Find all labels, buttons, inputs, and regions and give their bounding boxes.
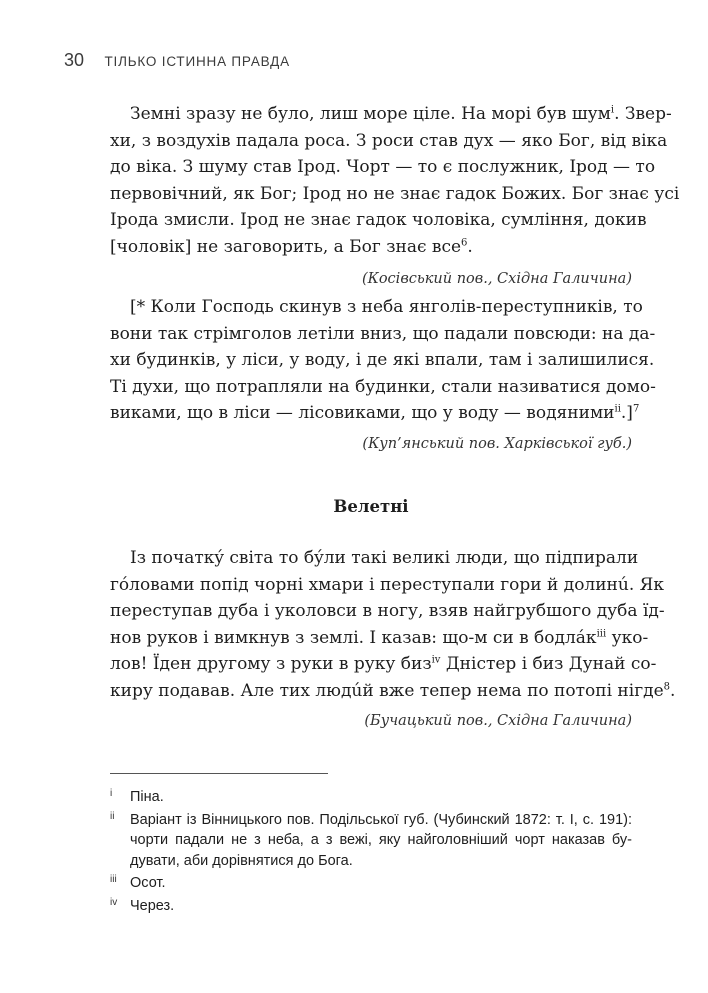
text-line: [110, 678, 676, 705]
text-run: Дністер і биз Дунай со-: [440, 654, 657, 674]
source-note: (Куп’янський пов. Харківської губ.): [362, 435, 632, 452]
running-title: ТІЛЬКО ІСТИННА ПРАВДА: [104, 54, 290, 69]
text-line: [110, 598, 665, 625]
note-reference: 7: [632, 403, 640, 415]
note-reference: iv: [431, 654, 441, 666]
paragraph-3: [110, 545, 676, 733]
text-line: [110, 234, 632, 261]
footnote-line: Варіант із Вінницького пов. Подільської губ. (Чубинский 1872: т. I, с. 191):: [130, 811, 632, 828]
note-reference: i: [610, 104, 615, 116]
text-run: киру подавав. Але тих людúй вже тепер нема по потопі нігде: [110, 680, 664, 701]
paragraph-1: [110, 101, 680, 291]
note-reference: 6: [461, 236, 468, 248]
footnotes: [110, 787, 632, 918]
note-reference: iii: [596, 627, 607, 639]
paragraph-3-lines: [110, 545, 676, 704]
text-run: Земні зразу не було, лиш море ціле. На морі був шум: [130, 104, 611, 124]
text-run: уко-: [606, 627, 649, 648]
footnote-divider: [110, 773, 328, 774]
text-run: . Звер-: [614, 104, 672, 124]
source-note: (Косівський пов., Східна Галичина): [361, 271, 632, 287]
text-run: [чоловік] не заговорить, а Бог знає все: [110, 236, 462, 257]
footnote-text: [130, 873, 632, 894]
text-run: до віка. З шуму став Ірод. Чорт — то є послужник, Ірод — то: [110, 157, 656, 177]
footnote: [110, 873, 632, 894]
text-line: [110, 651, 657, 678]
section-title: Велетні: [333, 497, 409, 516]
text-line: [110, 400, 640, 427]
text-run: .]: [620, 403, 633, 423]
text-line: [110, 181, 680, 208]
text-line: [110, 572, 665, 599]
text-run: гóловами попід чорні хмари і переступали гори й долинú. Як: [110, 574, 665, 595]
footnote-mark: iv: [110, 896, 118, 908]
paragraph-2-lines: [110, 294, 656, 427]
footnote-line: чорти падали не з неба, а з вежі, яку найголовніший чорт наказав бу-: [130, 832, 632, 848]
footnote-line: Піна.: [130, 789, 164, 805]
text-run: хи будинків, у ліси, у воду, і де які впали, там і залишилися.: [110, 350, 655, 370]
footnote: [110, 787, 632, 808]
text-line: [110, 625, 649, 652]
footnote-text: [130, 896, 632, 917]
source-note: (Бучацький пов., Східна Галичина): [364, 713, 632, 729]
text-line: [110, 321, 656, 348]
text-run: нов руков і вимкнув з землі. І казав: що-м си в бодлáк: [110, 627, 597, 648]
text-line: [110, 374, 656, 401]
text-run: виками, що в ліси — лісовиками, що у воду — водяними: [110, 403, 615, 423]
text-line: [110, 128, 668, 155]
text-run: Ті духи, що потрапляли на будинки, стали називатися домо-: [110, 376, 656, 397]
note-reference: 8: [663, 680, 671, 692]
running-head: [64, 50, 290, 71]
paragraph-2: [110, 294, 656, 456]
footnote: [110, 810, 632, 872]
text-run: .: [467, 236, 473, 257]
paragraph-1-lines: [110, 101, 680, 260]
text-line: [110, 154, 656, 181]
text-line: [110, 207, 647, 234]
text-line: [110, 101, 672, 128]
text-run: первовічний, як Бог; Ірод но не знає гадок Божих. Бог знає усі: [110, 183, 680, 204]
footnote-line: Осот.: [130, 875, 166, 891]
footnote-line: Через.: [130, 897, 175, 914]
text-run: Із початкý світа то бýли такі великі люди, що підпирали: [130, 548, 639, 568]
text-run: [* Коли Господь скинув з неба янголів-переступників, то: [130, 297, 643, 317]
text-run: хи, з воздухів падала роса. З роси став дух — яко Бог, від віка: [110, 130, 668, 151]
text-run: .: [670, 680, 676, 701]
footnote-line: дувати, аби дорівнятися до Бога.: [130, 852, 353, 869]
text-line: [110, 294, 643, 321]
footnote-mark: iii: [110, 874, 117, 885]
text-line: [110, 545, 639, 572]
text-run: Ірода змисли. Ірод не знає гадок чоловіка, сумління, докив: [110, 210, 647, 230]
page-number: 30: [64, 50, 85, 70]
text-line: [110, 347, 655, 374]
note-reference: ii: [614, 403, 621, 415]
footnote: [110, 896, 632, 917]
footnote-mark: i: [110, 788, 113, 799]
footnote-text: [130, 787, 632, 808]
footnote-mark: ii: [110, 810, 115, 822]
text-run: вони так стрімголов летіли вниз, що падали повсюди: на да-: [110, 323, 656, 344]
text-run: лов! Їден другому з руки в руку биз: [110, 654, 432, 674]
footnote-text: [130, 810, 632, 872]
text-run: переступав дуба і уколовси в ногу, взяв найгрубшого дуба їд-: [110, 601, 665, 621]
